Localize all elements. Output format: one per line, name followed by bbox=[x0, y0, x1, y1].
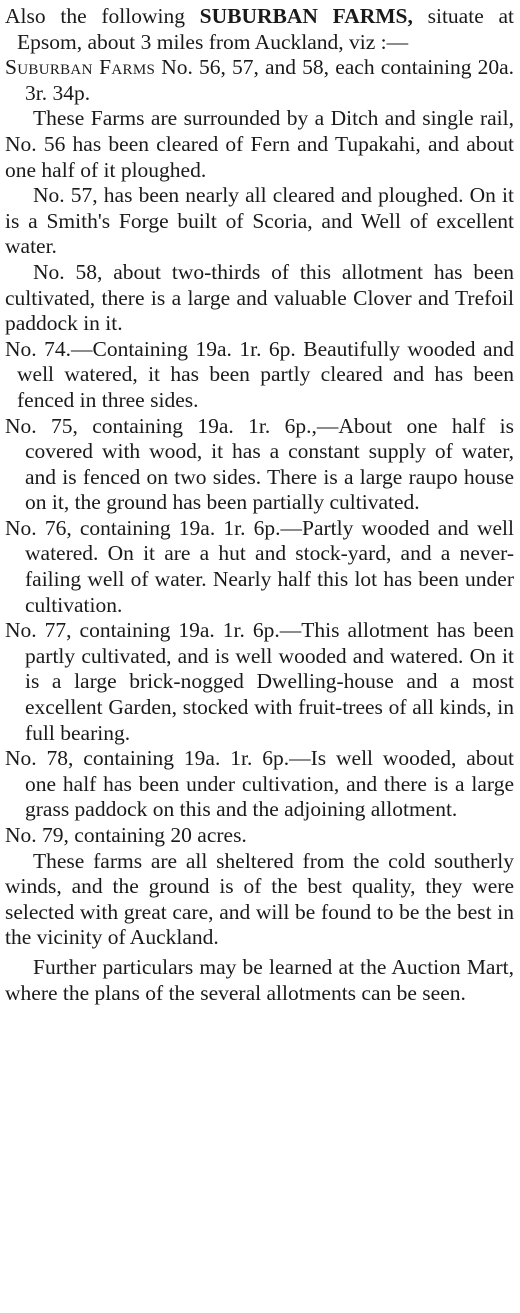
lot-76-paragraph: No. 76, containing 19a. 1r. 6p.—Partly wooded and well watered. On it are a hut and stock-yard, and a never-failing well of water. Nearly half this lot has been under cultivation. bbox=[5, 515, 514, 617]
lot-78-paragraph: No. 78, containing 19a. 1r. 6p.—Is well wooded, about one half has been under cultivation, and there is a large grass paddock on this and the adjoining allotment. bbox=[5, 746, 514, 822]
lot-57-paragraph: No. 57, has been nearly all cleared and ploughed. On it is a Smith's Forge built of Scoria, and Well of excellent water. bbox=[5, 183, 514, 259]
suburban-farms-heading: SUBURBAN FARMS, bbox=[199, 4, 413, 28]
lot-75-paragraph: No. 75, containing 19a. 1r. 6p.,—About one half is covered with wood, it has a constant supply of water, and is fenced on two sides. There is a large raupo house on it, the ground has been partially cultivated. bbox=[5, 413, 514, 515]
farms-56-58-paragraph bbox=[5, 55, 514, 106]
intro-text-a: Also the following bbox=[5, 4, 200, 28]
suburban-farms-label: Suburban Farms bbox=[5, 55, 156, 80]
shelter-paragraph: These farms are all sheltered from the cold southerly winds, and the ground is of the best quality, they were selected with great care, and will be found to be the best in the vicinity of Auckland. bbox=[5, 848, 514, 950]
intro-paragraph bbox=[5, 4, 514, 55]
farms-56-58-text: No. 56, 57, and 58, each containing 20a. 3r. 34p. bbox=[25, 55, 514, 105]
lot-74-paragraph: No. 74.—Containing 19a. 1r. 6p. Beautifully wooded and well watered, it has been partly cleared and has been fenced in three sides. bbox=[5, 336, 514, 412]
lot-58-paragraph: No. 58, about two-thirds of this allotment has been cultivated, there is a large and valuable Clover and Trefoil paddock in it. bbox=[5, 259, 514, 336]
intro-text-b: situate at Epsom, about 3 miles from Auckland, viz :— bbox=[17, 4, 514, 54]
fence-paragraph: These Farms are surrounded by a Ditch and single rail, No. 56 has been cleared of Fern and Tupakahi, and about one half of it ploughed. bbox=[5, 106, 514, 182]
further-particulars-paragraph: Further particulars may be learned at the Auction Mart, where the plans of the several allotments can be seen. bbox=[5, 954, 514, 1005]
lot-79-paragraph: No. 79, containing 20 acres. bbox=[5, 823, 247, 847]
lot-77-paragraph: No. 77, containing 19a. 1r. 6p.—This allotment has been partly cultivated, and is well wooded and watered. On it is a large brick-nogged Dwelling-house and a most excellent Garden, stocked with fruit-trees of all kinds, in full bearing. bbox=[5, 618, 514, 745]
